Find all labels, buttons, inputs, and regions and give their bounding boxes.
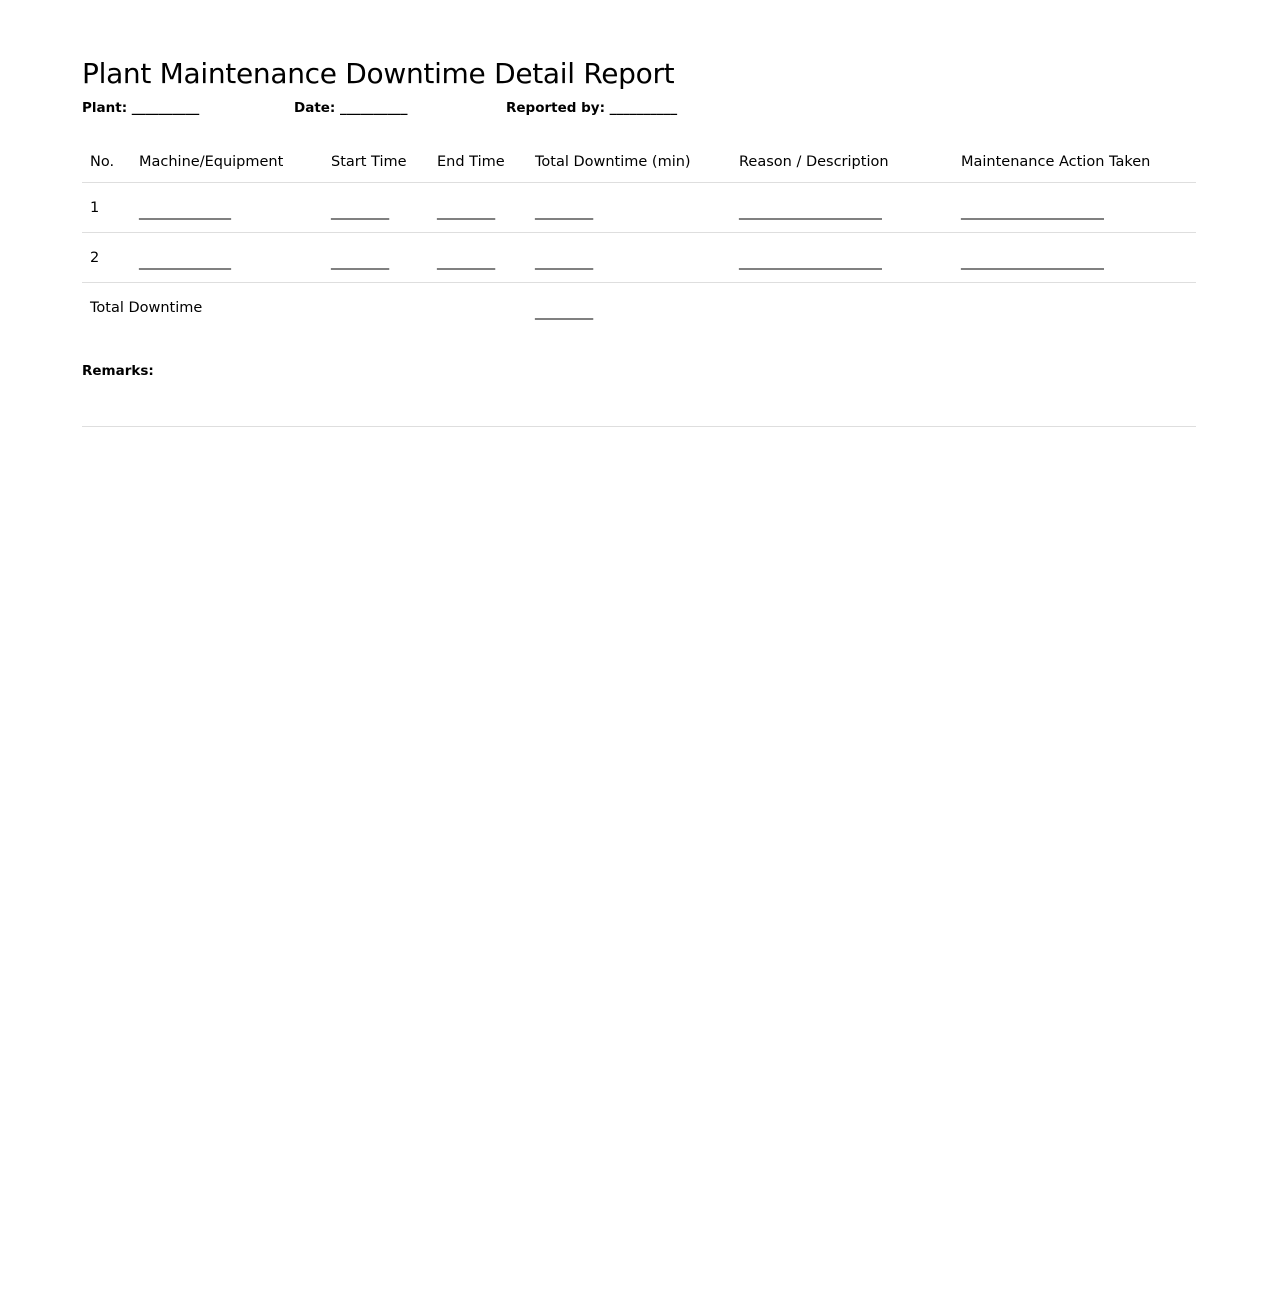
col-header-reason: Reason / Description [731,142,953,183]
col-header-action: Maintenance Action Taken [953,142,1196,183]
page-title: Plant Maintenance Downtime Detail Report [82,57,675,90]
table-row [82,233,1196,283]
reason-blank[interactable]: _________________________ [731,233,953,283]
machine-blank[interactable]: ________________ [131,233,323,283]
row-no: 2 [82,233,131,283]
action-blank[interactable]: _________________________ [953,183,1196,233]
total-row [82,283,1196,334]
total-downtime-value-blank[interactable]: __________ [535,304,592,320]
remarks-line[interactable] [82,426,1196,427]
report-meta [82,96,1196,122]
action-blank[interactable]: _________________________ [953,233,1196,283]
remarks-label: Remarks: [82,363,154,379]
table-header-row [82,142,1196,183]
machine-blank[interactable]: ________________ [131,183,323,233]
reason-blank[interactable]: _________________________ [731,183,953,233]
total-downtime-blank[interactable]: __________ [527,183,731,233]
col-header-machine: Machine/Equipment [131,142,323,183]
date-field[interactable]: Date: __________ [294,100,408,116]
table-row [82,183,1196,233]
col-header-total-downtime: Total Downtime (min) [527,142,731,183]
downtime-table [82,142,1196,333]
total-downtime-blank[interactable]: __________ [527,233,731,283]
start-time-blank[interactable]: __________ [323,233,429,283]
row-no: 1 [82,183,131,233]
col-header-end-time: End Time [429,142,527,183]
col-header-start-time: Start Time [323,142,429,183]
end-time-blank[interactable]: __________ [429,183,527,233]
total-label: Total Downtime [90,300,203,316]
report [82,52,1196,427]
empty-cell [953,283,1196,334]
empty-cell [731,283,953,334]
start-time-blank[interactable]: __________ [323,183,429,233]
end-time-blank[interactable]: __________ [429,233,527,283]
col-header-no: No. [82,142,131,183]
reported-by-field[interactable]: Reported by: __________ [506,100,678,116]
plant-field[interactable]: Plant: __________ [82,100,200,116]
